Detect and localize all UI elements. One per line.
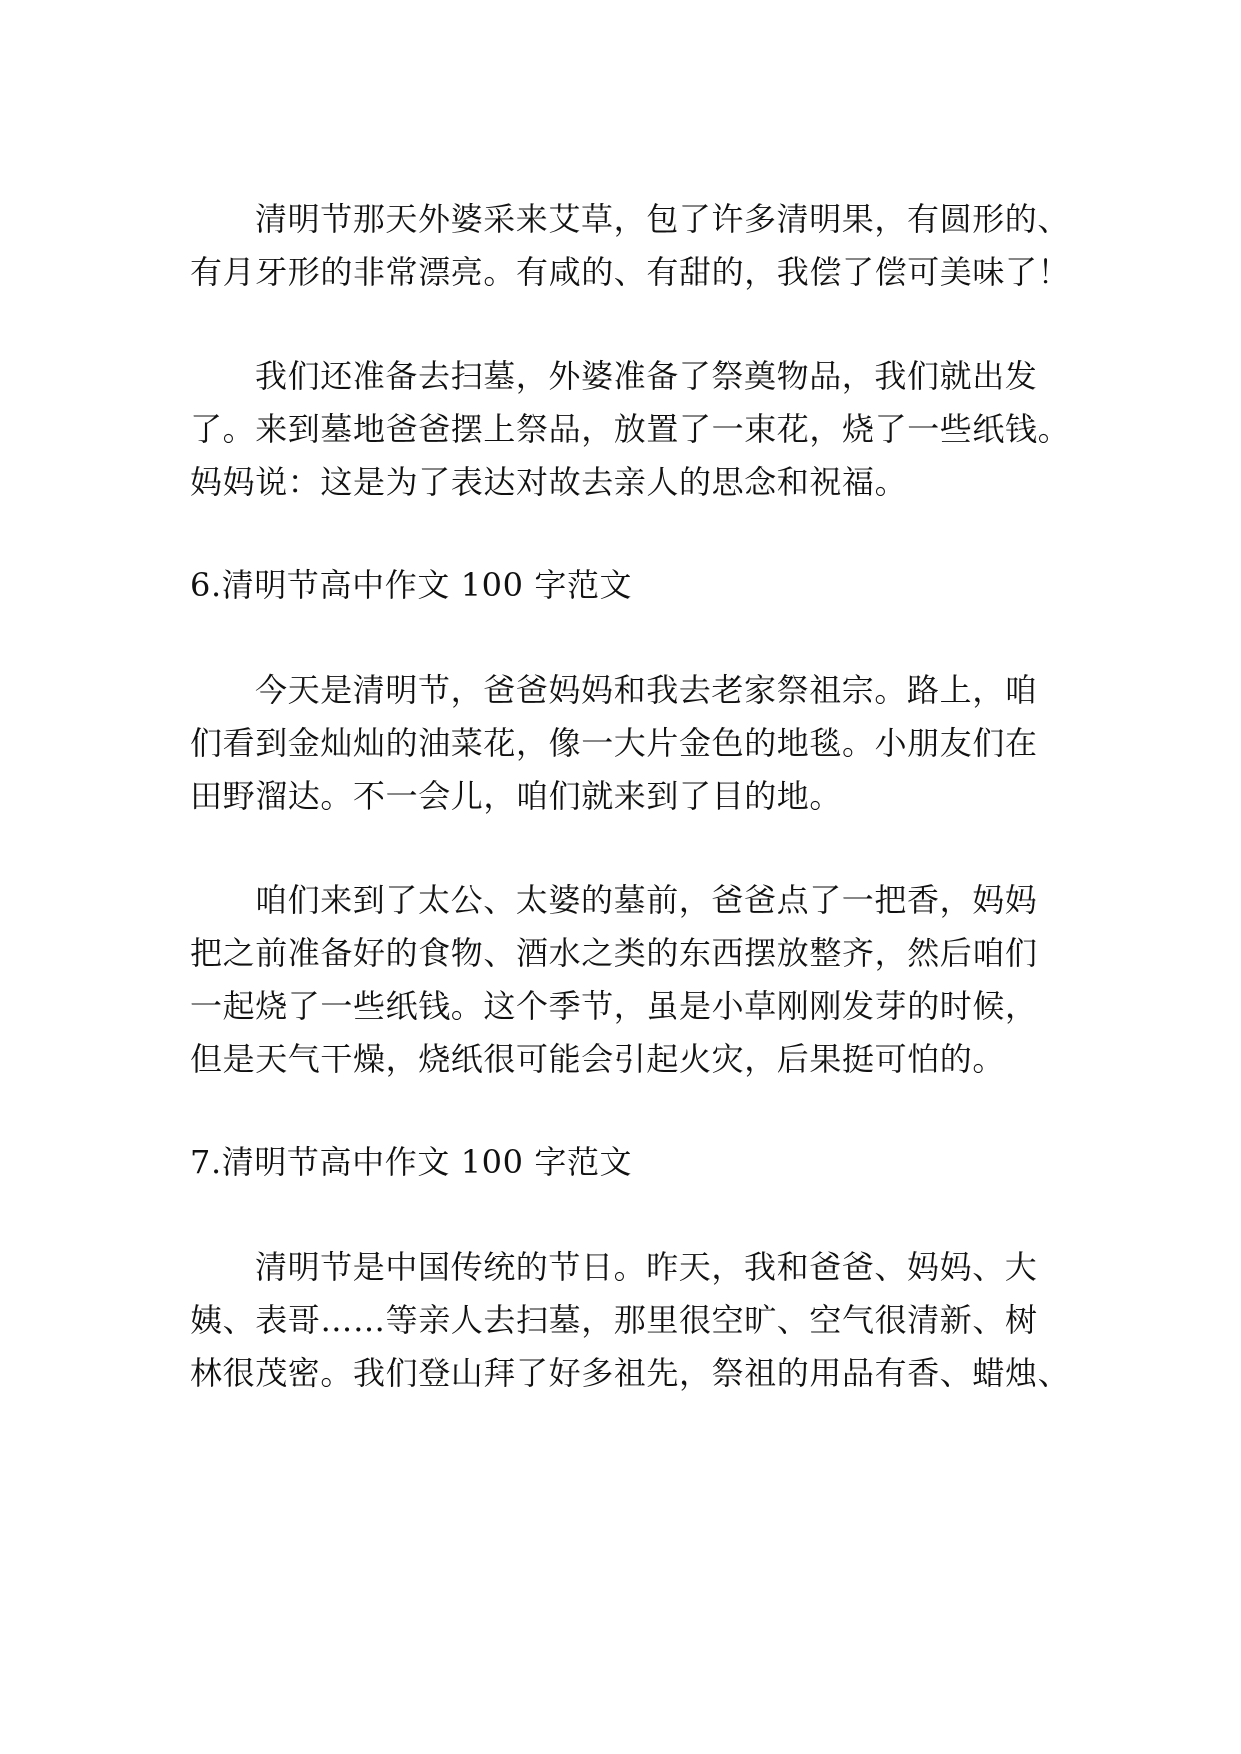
- paragraph-line: 有月牙形的非常漂亮。有咸的、有甜的，我偿了偿可美味了！: [190, 253, 1071, 291]
- paragraph-line: 田野溜达。不一会儿，咱们就来到了目的地。: [190, 777, 843, 815]
- paragraph-line: 今天是清明节，爸爸妈妈和我去老家祭祖宗。路上，咱: [255, 671, 1038, 709]
- paragraph-line: 但是天气干燥，烧纸很可能会引起火灾，后果挺可怕的。: [190, 1040, 1006, 1078]
- section-heading: 6.清明节高中作文 100 字范文: [190, 566, 633, 604]
- paragraph-line: 清明节是中国传统的节日。昨天，我和爸爸、妈妈、大: [255, 1248, 1038, 1286]
- paragraph-line: 一起烧了一些纸钱。这个季节，虽是小草刚刚发芽的时候，: [190, 987, 1038, 1025]
- paragraph-line: 们看到金灿灿的油菜花，像一大片金色的地毯。小朋友们在: [190, 724, 1038, 762]
- paragraph-line: 林很茂密。我们登山拜了好多祖先，祭祖的用品有香、蜡烛、: [190, 1354, 1071, 1392]
- paragraph-line: 了。来到墓地爸爸摆上祭品，放置了一束花，烧了一些纸钱。: [190, 410, 1071, 448]
- paragraph-line: 姨、表哥……等亲人去扫墓，那里很空旷、空气很清新、树: [190, 1301, 1038, 1339]
- paragraph-line: 妈妈说：这是为了表达对故去亲人的思念和祝福。: [190, 463, 908, 501]
- paragraph-line: 我们还准备去扫墓，外婆准备了祭奠物品，我们就出发: [255, 357, 1038, 395]
- paragraph-line: 把之前准备好的食物、酒水之类的东西摆放整齐，然后咱们: [190, 934, 1038, 972]
- paragraph-line: 清明节那天外婆采来艾草，包了许多清明果，有圆形的、: [255, 200, 1071, 238]
- paragraph-line: 咱们来到了太公、太婆的墓前，爸爸点了一把香，妈妈: [255, 881, 1038, 919]
- section-heading: 7.清明节高中作文 100 字范文: [190, 1143, 633, 1181]
